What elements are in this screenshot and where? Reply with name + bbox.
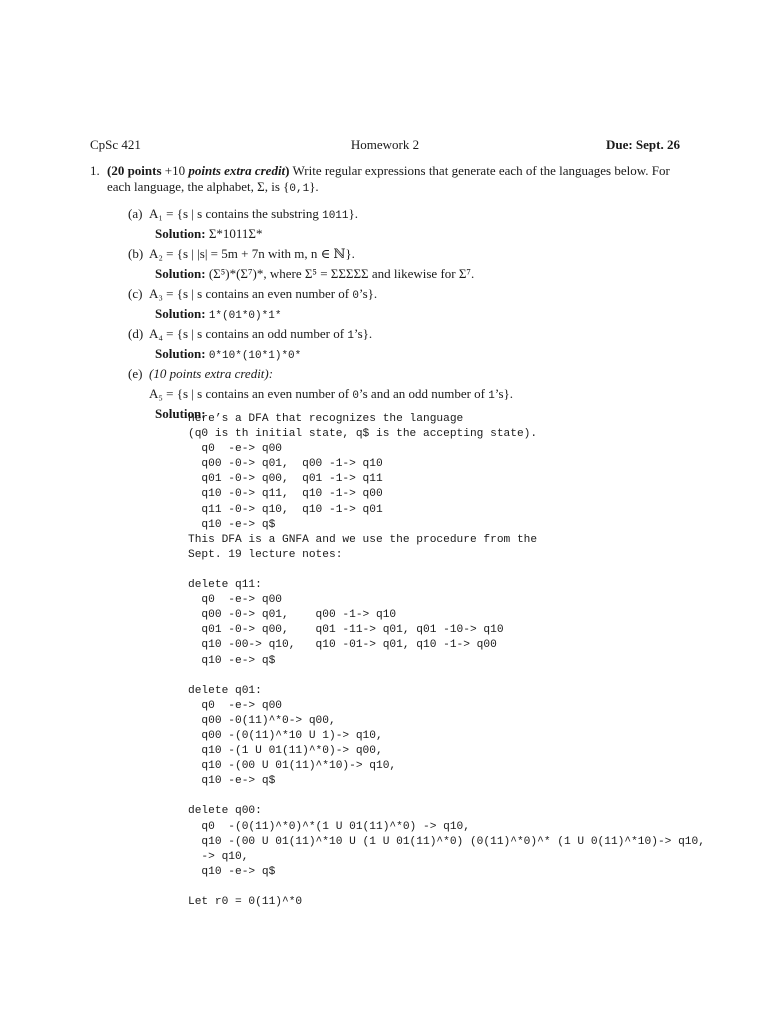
problem-number: 1. [90, 163, 100, 178]
part-a-label: (a) [128, 206, 143, 221]
part-b-definition: A₂ = {s | |s| = 5m + 7n with m, n ∈ ℕ}. [149, 246, 355, 261]
due-date: Due: Sept. 26 [605, 137, 680, 152]
part-e-definition: A₅ = {s | s contains an even number of 0’s and an odd number of 1’s}. [149, 386, 514, 402]
problem-1 [90, 163, 682, 197]
part-c-definition: A₃ = {s | s contains an even number of 0’s}. [149, 286, 378, 302]
course-label: CpSc 421 [90, 137, 141, 152]
part-a-solution: Solution: Σ*1011Σ* [155, 226, 263, 241]
problem-statement-line2: each language, the alphabet, Σ, is {0,1}. [107, 179, 319, 196]
part-c [128, 284, 688, 324]
part-a-definition: A₁ = {s | s contains the substring 1011}. [149, 206, 358, 222]
part-b-label: (b) [128, 246, 144, 261]
problem-statement: (20 points +10 points extra credit) Write regular expressions that generate each of the languages below. For [107, 163, 670, 178]
part-c-solution: Solution: 1*(01*0)*1* [155, 306, 282, 322]
part-d-definition: A₄ = {s | s contains an odd number of 1’s}. [149, 326, 373, 342]
part-c-solution-text: 1*(01*0)*1* [208, 310, 282, 322]
part-e-credit: (10 points extra credit): [149, 366, 274, 381]
part-d [128, 324, 688, 364]
part-c-label: (c) [128, 286, 143, 301]
part-b-solution: Solution: (Σ⁵)*(Σ⁷)*, where Σ⁵ = ΣΣΣΣΣ and likewise for Σ⁷. [155, 266, 475, 281]
problem-parts [128, 204, 688, 424]
part-e-label: (e) [128, 366, 143, 381]
part-d-solution: Solution: 0*10*(10*1)*0* [155, 346, 302, 362]
part-b-solution-text: (Σ⁵)*(Σ⁷)*, where Σ⁵ = ΣΣΣΣΣ and likewise for Σ⁷. [208, 266, 475, 281]
part-a-solution-text: Σ*1011Σ* [208, 226, 263, 241]
homework-title: Homework 2 [350, 137, 420, 152]
part-b [128, 244, 688, 284]
part-a [128, 204, 688, 244]
dfa-solution-code: Here’s a DFA that recognizes the language (q0 is th initial state, q$ is the accepting state). q0 -e-> q00 q00 -0-> q01, q00 -1-> q10 q01 -0-> q00, q01 -1-> q11 q10 -0-> q11, q10 -1-> q00 q11 -0-> q10, q10 -1-> q01 q10 -e-> q$ This DFA is a GNFA and we use the procedure from the Sept. 19 lecture notes: delete q11: q0 -e-> q00 q00 -0-> q01, q00 -1-> q10 q01 -0-> q00, q01 -11-> q01, q01 -10-> q10 q10 -00-> q10, q10 -01-> q01, q10 -1-> q00 q10 -e-> q$ delete q01: q0 -e-> q00 q00 -0(11)^*0-> q00, q00 -(0(11)^*10 U 1)-> q10, q10 -(1 U 01(11)^*0)-> q00, q10 -(00 U 01(11)^*10)-> q10, q10 -e-> q$ delete q00: q0 -(0(11)^*0)^*(1 U 01(11)^*0) -> q10, q10 -(00 U 01(11)^*10 U (1 U 01(11)^*0) (0(11)^*0)^* (1 U 0(11)^*10)-> q10, -> q10, q10 -e-> q$ Let r0 = 0(11)^*0 [188, 413, 705, 908]
part-e-solution-label: Solution: [155, 406, 206, 421]
part-d-label: (d) [128, 326, 144, 341]
page-header [90, 137, 680, 153]
part-d-solution-text: 0*10*(10*1)*0* [208, 350, 302, 362]
